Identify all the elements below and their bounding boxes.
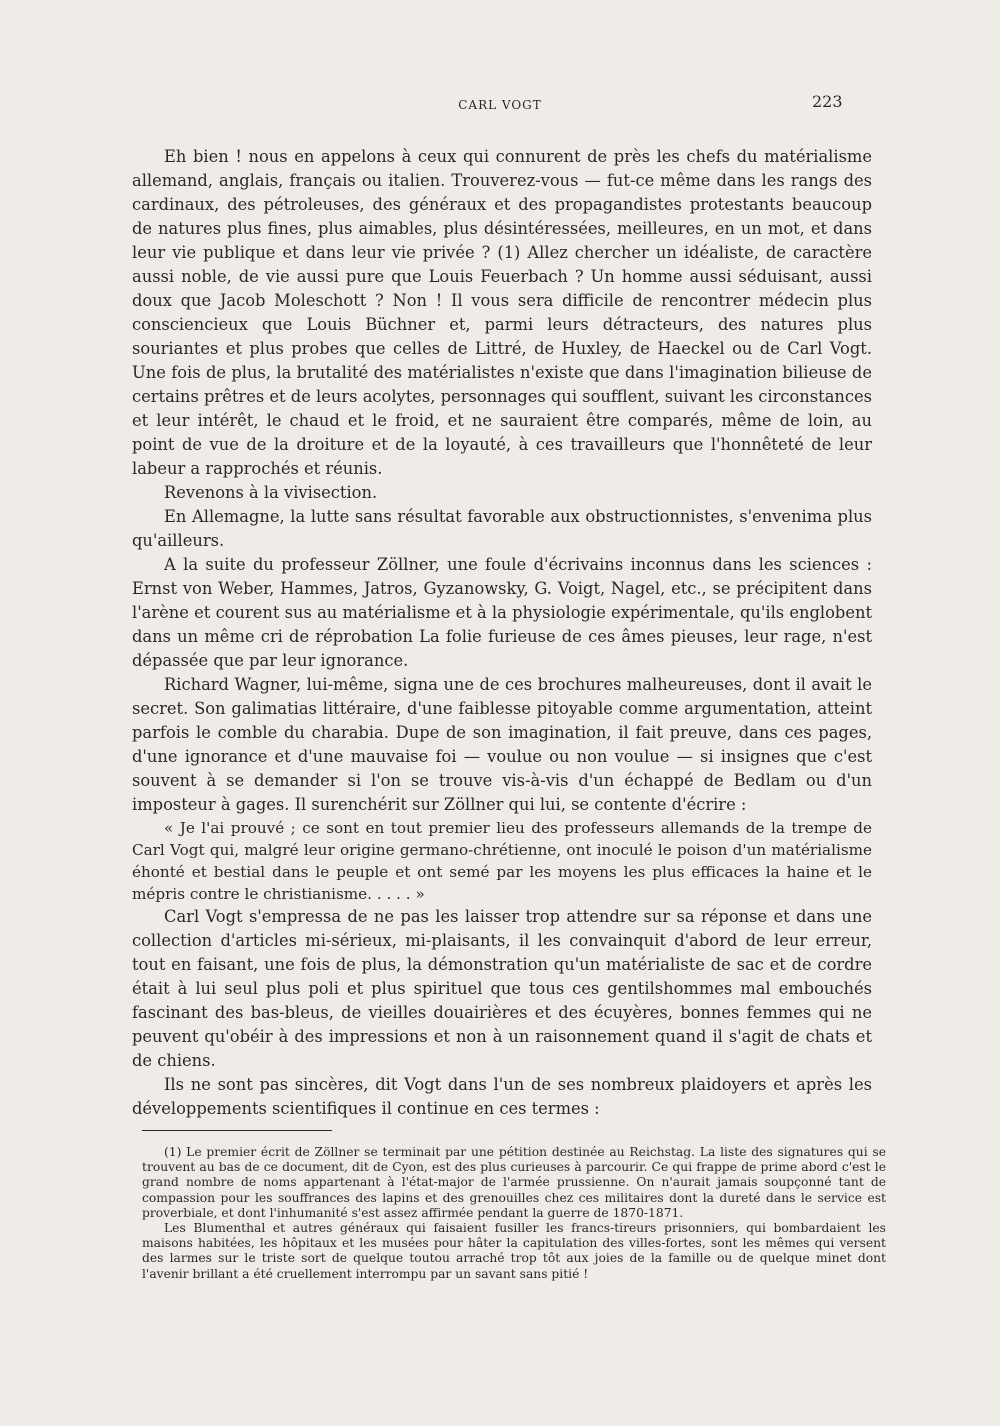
paragraph: Revenons à la vivisection. — [164, 483, 378, 502]
paragraph: Ils ne sont pas sincères, dit Vogt dans l'un de ses nombreux plaidoyers et après les développements scientifiques il continue en ces termes : — [132, 1075, 872, 1118]
footnote: Les Blumenthal et autres généraux qui faisaient fusiller les francs-tireurs prisonniers, qui bombardaient les maisons habitées, les hôpitaux et les musées pour hâter la capitulation des villes-fortes, sont les mêmes qui versent des larmes sur le triste sort de quelque toutou arraché trop tôt aux joies de la famille ou de quelque minet dont l'avenir brillant a été cruellement interrompu par un savant sans pitié ! — [142, 1221, 886, 1281]
running-title: CARL VOGT — [458, 98, 542, 112]
block-quote: « Je l'ai prouvé ; ce sont en tout premier lieu des professeurs allemands de la trempe de Carl Vogt qui, malgré leur origine germano-chrétienne, ont inoculé le poison d'un matérialisme éhonté et bestial dans le peuple et ont semé par les moyens les plus efficaces la haine et le mépris contre le christianisme. . . . . » — [132, 819, 872, 903]
paragraph: Eh bien ! nous en appelons à ceux qui connurent de près les chefs du matérialisme allemand, anglais, français ou italien. Trouverez-vous — fut-ce même dans les rangs des cardinaux, des pétroleuses, des généraux et des propagandistes protestants beaucoup de natures plus fines, plus aimables, plus désintéressées, meilleures, en un mot, et dans leur vie publique et dans leur vie privée ? (1) Allez chercher un idéaliste, de caractère aussi noble, de vie aussi pure que Louis Feuerbach ? Un homme aussi séduisant, aussi doux que Jacob Moleschott ? Non ! Il vous sera difficile de rencontrer médecin plus consciencieux que Louis Büchner et, parmi leurs détracteurs, des natures plus souriantes et plus probes que celles de Littré, de Huxley, de Haeckel ou de Carl Vogt. Une fois de plus, la brutalité des matérialistes n'existe que dans l'imagination bilieuse de certains prêtres et de leurs acolytes, personnages qui soufflent, suivant les circonstances et leur intérêt, le chaud et le froid, et ne sauraient être comparés, même de loin, au point de vue de la droiture et de la loyauté, à ces travailleurs que l'honnêteté de leur labeur a rapprochés et réunis. — [132, 147, 872, 478]
paragraph: En Allemagne, la lutte sans résultat favorable aux obstructionnistes, s'envenima plus qu'ailleurs. — [132, 507, 872, 550]
paragraph: A la suite du professeur Zöllner, une foule d'écrivains inconnus dans les sciences : Ernst von Weber, Hammes, Jatros, Gyzanowsky, G. Voigt, Nagel, etc., se précipitent dans l'arène et courent sus au matérialisme et à la physiologie expérimentale, qu'ils englobent dans un même cri de réprobation La folie furieuse de ces âmes pieuses, leur rage, n'est dépassée que par leur ignorance. — [132, 555, 872, 670]
paragraph: Richard Wagner, lui-même, signa une de ces brochures malheureuses, dont il avait le secret. Son galimatias littéraire, d'une faiblesse pitoyable comme argumentation, atteint parfois le comble du charabia. Dupe de son imagination, il fait preuve, dans ces pages, d'une ignorance et d'une mauvaise foi — voulue ou non voulue — si insignes que c'est souvent à se demander si l'on se trouve vis-à-vis d'un échappé de Bedlam ou d'un imposteur à gages. Il surenchérit sur Zöllner qui lui, se contente d'écrire : — [132, 675, 872, 814]
main-text — [132, 145, 872, 1121]
page-number: 223 — [812, 92, 843, 111]
footnotes — [142, 1145, 886, 1282]
paragraph: Carl Vogt s'empressa de ne pas les laisser trop attendre sur sa réponse et dans une collection d'articles mi-sérieux, mi-plaisants, il les convainquit d'abord de leur erreur, tout en faisant, une fois de plus, la démonstration qu'un matérialiste de sac et de cordre était à lui seul plus poli et plus spirituel que tous ces gentilshommes mal embouchés fascinant des bas-bleus, de vieilles douairières et des écuyères, bonnes femmes qui ne peuvent qu'obéir à des impressions et non à un raisonnement quand il s'agit de chats et de chiens. — [132, 907, 872, 1070]
footnote: (1) Le premier écrit de Zöllner se terminait par une pétition destinée au Reichstag. La liste des signatures qui se trouvent au bas de ce document, dit de Cyon, est des plus curieuses à parcourir. Ce qui frappe de prime abord c'est le grand nombre de noms appartenant à l'état-major de l'armée prussienne. On n'aurait jamais soupçonné tant de compassion pour les souffrances des lapins et des grenouilles chez ces militaires dont la dureté dans le service est proverbiale, et dont l'inhumanité s'est assez affirmée pendant la guerre de 1870-1871. — [142, 1145, 886, 1220]
footnote-divider — [142, 1130, 332, 1131]
